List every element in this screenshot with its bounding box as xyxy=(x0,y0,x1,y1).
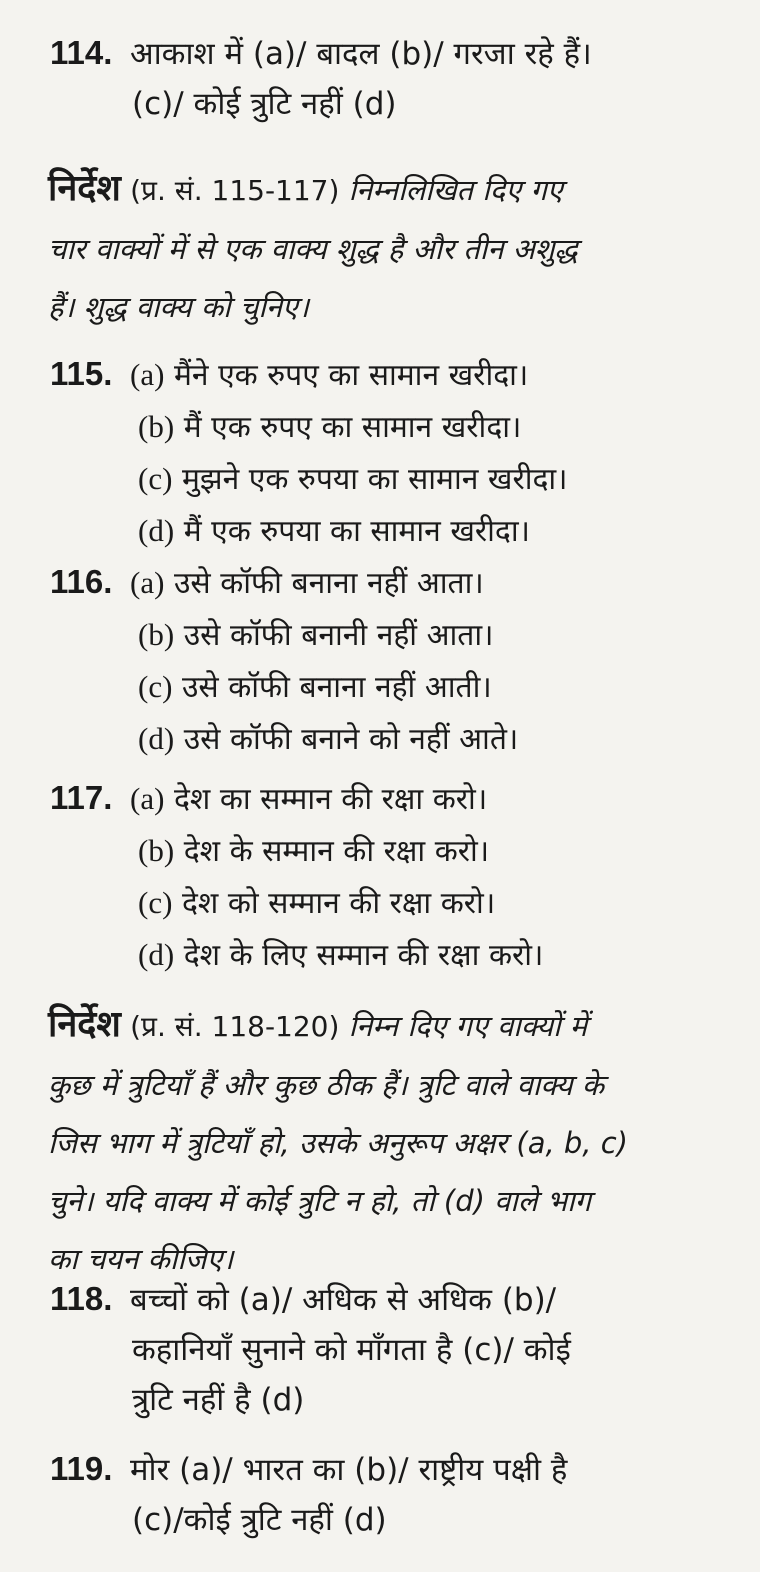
question-number: 119. xyxy=(50,1450,113,1487)
question-115 xyxy=(50,348,750,557)
question-number: 114. xyxy=(50,34,113,71)
directions-line2: कुछ में त्रुटियाँ हैं और कुछ ठीक हैं। त्रुटि वाले वाक्य के xyxy=(48,1068,605,1102)
directions-line1 xyxy=(48,996,748,1056)
option-label: (d) xyxy=(138,513,175,548)
question-number: 117. xyxy=(50,779,113,816)
directions-line2: चार वाक्यों में से एक वाक्य शुद्ध है और तीन अशुद्ध xyxy=(48,232,578,266)
option-text: मैं एक रुपए का सामान खरीदा। xyxy=(183,410,522,445)
option-a xyxy=(50,772,750,825)
directions-reference: (प्र. सं. 115-117) xyxy=(130,174,340,207)
directions-line3: जिस भाग में त्रुटियाँ हो, उसके अनुरूप अक्षर (a, b, c) xyxy=(48,1126,628,1160)
option-c xyxy=(50,661,750,713)
question-118 xyxy=(50,1274,750,1425)
question-116 xyxy=(50,556,750,765)
directions-line3: हैं। शुद्ध वाक्य को चुनिए। xyxy=(48,290,309,324)
option-text: उसे कॉफी बनाने को नहीं आते। xyxy=(183,722,519,757)
question-number: 116. xyxy=(50,563,113,600)
question-114 xyxy=(50,28,750,129)
question-118-line3: त्रुटि नहीं है (d) xyxy=(132,1382,305,1418)
option-label: (c) xyxy=(138,885,173,920)
question-number: 115. xyxy=(50,355,113,392)
directions-118-120 xyxy=(48,996,748,1288)
option-d xyxy=(50,505,750,557)
option-a xyxy=(50,556,750,609)
directions-heading: निर्देश xyxy=(48,168,121,209)
directions-reference: (प्र. सं. 118-120) xyxy=(130,1010,340,1043)
directions-line5: का चयन कीजिए। xyxy=(48,1242,234,1276)
option-text: मैं एक रुपया का सामान खरीदा। xyxy=(183,514,530,549)
option-text: देश के सम्मान की रक्षा करो। xyxy=(183,834,490,869)
option-b xyxy=(50,825,750,877)
option-text: मुझने एक रुपया का सामान खरीदा। xyxy=(181,462,568,497)
question-118-line2: कहानियाँ सुनाने को माँगता है (c)/ कोई xyxy=(132,1332,571,1368)
option-b xyxy=(50,401,750,453)
option-text: उसे कॉफी बनाना नहीं आती। xyxy=(181,670,492,705)
option-c xyxy=(50,453,750,505)
option-text: उसे कॉफी बनाना नहीं आता। xyxy=(173,566,484,601)
question-117 xyxy=(50,772,750,981)
directions-text: निम्नलिखित दिए गए xyxy=(348,173,563,207)
directions-line4: चुने। यदि वाक्य में कोई त्रुटि न हो, तो (d) वाले भाग xyxy=(48,1184,591,1218)
directions-heading: निर्देश xyxy=(48,1004,121,1045)
question-119-line2: (c)/कोई त्रुटि नहीं (d) xyxy=(132,1502,387,1538)
question-114-line1 xyxy=(50,28,750,79)
directions-text: निम्न दिए गए वाक्यों में xyxy=(348,1009,588,1043)
directions-line1 xyxy=(48,160,748,220)
option-d xyxy=(50,929,750,981)
question-text: मोर (a)/ भारत का (b)/ राष्ट्रीय पक्षी है xyxy=(130,1452,568,1488)
question-118-line1 xyxy=(50,1274,750,1325)
option-text: मैंने एक रुपए का सामान खरीदा। xyxy=(173,358,529,393)
option-label: (b) xyxy=(138,833,175,868)
question-text: बच्चों को (a)/ अधिक से अधिक (b)/ xyxy=(130,1282,557,1318)
option-label: (c) xyxy=(138,461,173,496)
option-c xyxy=(50,877,750,929)
directions-115-117 xyxy=(48,160,748,336)
option-b xyxy=(50,609,750,661)
option-label: (b) xyxy=(138,409,175,444)
option-label: (a) xyxy=(130,357,165,392)
option-label: (d) xyxy=(138,721,175,756)
option-label: (c) xyxy=(138,669,173,704)
question-number: 118. xyxy=(50,1280,113,1317)
option-text: देश के लिए सम्मान की रक्षा करो। xyxy=(183,938,544,973)
question-114-line2: (c)/ कोई त्रुटि नहीं (d) xyxy=(132,86,397,122)
option-label: (b) xyxy=(138,617,175,652)
option-text: देश को सम्मान की रक्षा करो। xyxy=(181,886,496,921)
question-119 xyxy=(50,1444,750,1545)
option-d xyxy=(50,713,750,765)
option-label: (d) xyxy=(138,937,175,972)
option-label: (a) xyxy=(130,781,165,816)
question-text: आकाश में (a)/ बादल (b)/ गरजा रहे हैं। xyxy=(130,36,592,72)
option-label: (a) xyxy=(130,565,165,600)
question-119-line1 xyxy=(50,1444,750,1495)
option-a xyxy=(50,348,750,401)
option-text: देश का सम्मान की रक्षा करो। xyxy=(173,782,488,817)
option-text: उसे कॉफी बनानी नहीं आता। xyxy=(183,618,494,653)
